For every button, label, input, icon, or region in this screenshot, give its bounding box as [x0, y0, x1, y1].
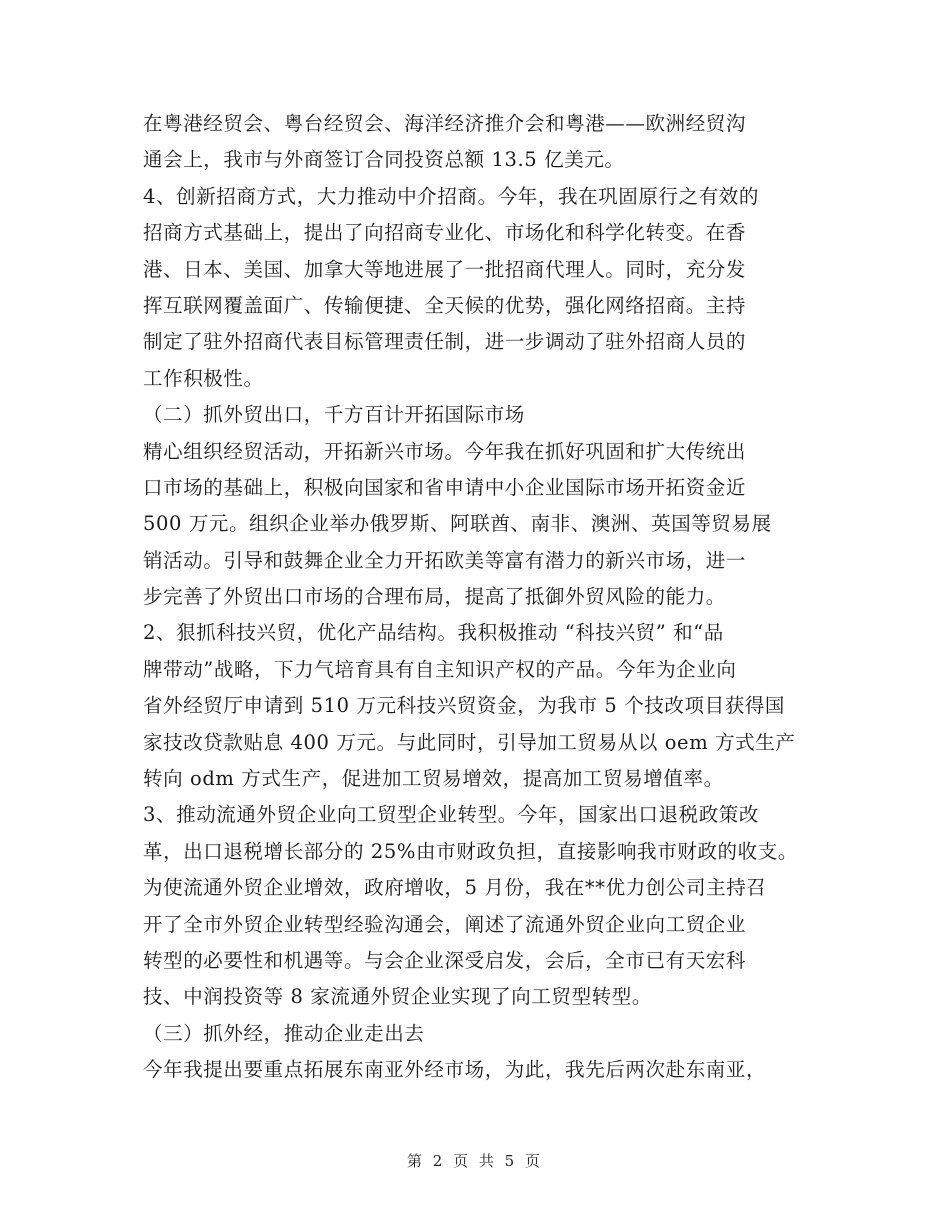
text-line: 开了全市外贸企业转型经验沟通会，阐述了流通外贸企业向工贸企业	[143, 912, 747, 936]
text-line: 为使流通外贸企业增效，政府增收，5 月份，我在**优力创公司主持召	[143, 876, 767, 900]
text-line: 今年我提出要重点拓展东南亚外经市场，为此，我先后两次赴东南亚，	[143, 1058, 767, 1082]
text-line: 3、推动流通外贸企业向工贸型企业转型。今年，国家出口退税政策改	[143, 803, 760, 827]
text-line: 革，出口退税增长部分的 25%由市财政负担，直接影响我市财政的收支。	[143, 839, 798, 863]
text-line: 挥互联网覆盖面广、传输便捷、全天候的优势，强化网络招商。主持	[143, 293, 747, 317]
text-line: 口市场的基础上，积极向国家和省申请中小企业国际市场开拓资金近	[143, 475, 747, 499]
document-body	[143, 106, 823, 1089]
text-line: 在粤港经贸会、粤台经贸会、海洋经济推介会和粤港——欧洲经贸沟	[143, 112, 747, 135]
text-line: 步完善了外贸出口市场的合理布局，提高了抵御外贸风险的能力。	[143, 585, 726, 609]
page-footer: 第 2 页 共 5 页	[407, 1152, 543, 1170]
text-line: 招商方式基础上，提出了向招商专业化、市场化和科学化转变。在香	[143, 221, 747, 245]
text-line: 销活动。引导和鼓舞企业全力开拓欧美等富有潜力的新兴市场，进一	[143, 548, 747, 572]
section-heading: （二）抓外贸出口，千方百计开拓国际市场	[143, 403, 525, 427]
text-line: 工作积极性。	[143, 366, 264, 390]
text-line: 500 万元。组织企业举办俄罗斯、阿联酋、南非、澳洲、英国等贸易展	[143, 512, 772, 536]
text-line: 技、中润投资等 8 家流通外贸企业实现了向工贸型转型。	[143, 985, 653, 1009]
text-line: 精心组织经贸活动，开拓新兴市场。今年我在抓好巩固和扩大传统出	[143, 439, 747, 463]
text-line: 家技改贷款贴息 400 万元。与此同时，引导加工贸易从以 oem 方式生产	[143, 730, 796, 754]
section-heading: （三）抓外经，推动企业走出去	[143, 1021, 425, 1045]
text-line: 省外经贸厅申请到 510 万元科技兴贸资金，为我市 5 个技改项目获得国	[143, 694, 786, 718]
text-line: 转向 odm 方式生产，促进加工贸易增效，提高加工贸易增值率。	[143, 767, 724, 791]
text-line: 制定了驻外招商代表目标管理责任制，进一步调动了驻外招商人员的	[143, 330, 747, 354]
text-line: 牌带动”战略，下力气培育具有自主知识产权的产品。今年为企业向	[143, 657, 737, 681]
text-line: 转型的必要性和机遇等。与会企业深受启发，会后，全市已有天宏科	[143, 948, 747, 972]
text-line: 通会上，我市与外商签订合同投资总额 13.5 亿美元。	[143, 148, 625, 172]
text-line: 2、狠抓科技兴贸，优化产品结构。我积极推动 “科技兴贸” 和“品	[143, 621, 724, 645]
text-line: 4、创新招商方式，大力推动中介招商。今年，我在巩固原行之有效的	[143, 184, 760, 208]
text-line: 港、日本、美国、加拿大等地进展了一批招商代理人。同时，充分发	[143, 257, 747, 281]
